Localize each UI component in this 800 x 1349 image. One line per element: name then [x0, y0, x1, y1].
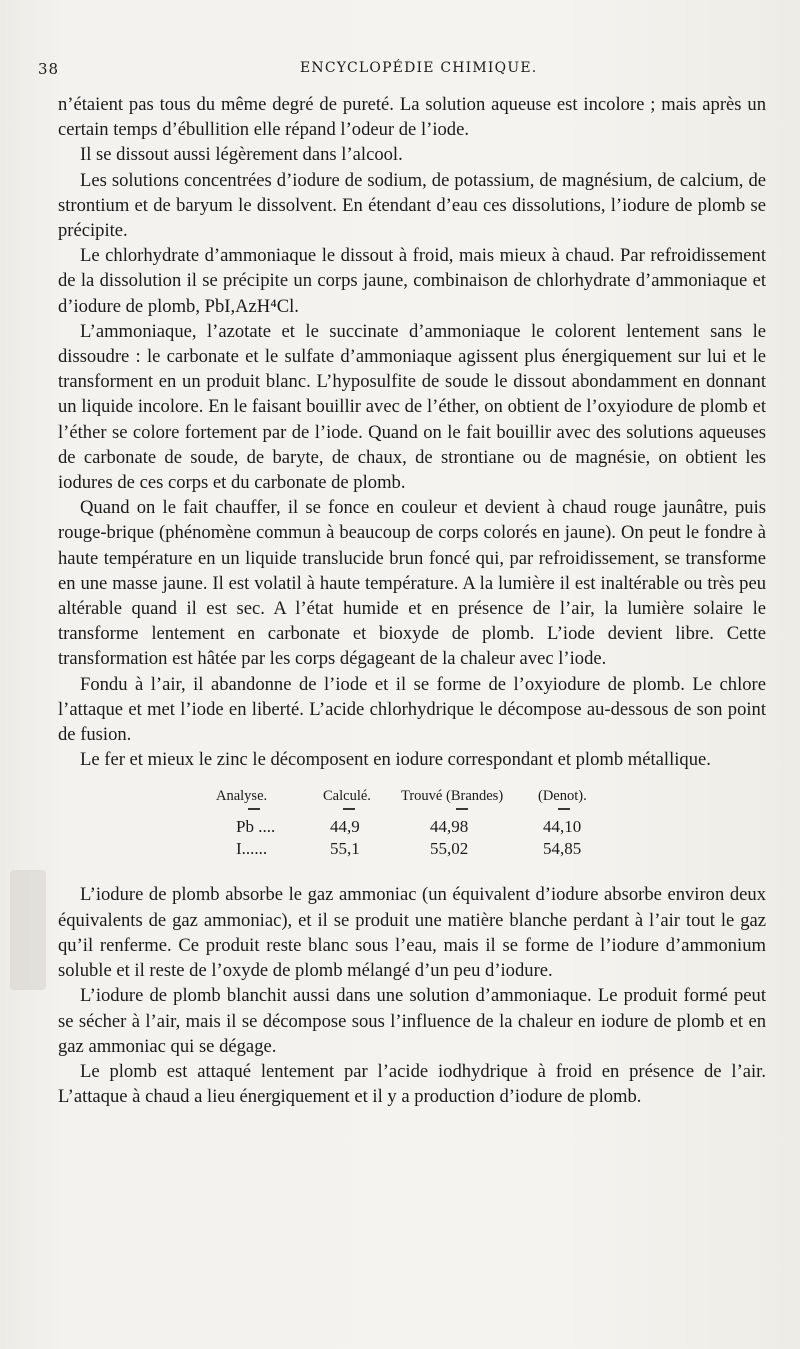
table-row	[58, 838, 766, 860]
table-cell: 44,98	[430, 817, 469, 837]
paragraph: Les solutions concentrées d’iodure de sodium, de potassium, de magnésium, de calcium, de strontium et de baryum le dissolvent. En étendant d’eau ces dissolutions, l’iodure de plomb se précipite.	[58, 169, 766, 242]
table-cell-element: Pb ....	[236, 817, 276, 837]
table-header: (Denot).	[538, 788, 587, 805]
analysis-table	[58, 786, 766, 860]
dash-rule	[248, 808, 260, 810]
dash-rule	[456, 808, 468, 810]
paragraph: Fondu à l’air, il abandonne de l’iode et il se forme de l’oxyiodure de plomb. Le chlore l’attaque et met l’iode en liberté. L’acide chlorhydrique le décompose au-dessous de son point de fusion.	[58, 673, 766, 746]
table-rule-row	[58, 806, 766, 816]
paragraph: L’ammoniaque, l’azotate et le succinate d’ammoniaque le colorent lentement sans le dissoudre : le carbonate et le sulfate d’ammoniaque agissent plus énergiquement sur lui et le transforment en un produit blanc. L’hyposulfite de soude le dissout abondamment en donnant un liquide incolore. En le faisant bouillir avec de l’éther, on obtient de l’oxyiodure de plomb et l’éther se colore fortement par de l’iode. Quand on le fait bouillir avec des solutions aqueuses de carbonate de soude, de baryte, de chaux, de strontiane ou de magnésie, on obtient les iodures de ces corps et du carbonate de plomb.	[58, 320, 766, 494]
paragraph: L’iodure de plomb absorbe le gaz ammoniac (un équivalent d’iodure absorbe environ deux équivalents de gaz ammoniac), et il se produit une matière blanche perdant à l’air tout le gaz qu’il renferme. Ce produit reste blanc sous l’eau, mais il se forme de l’iodure d’ammonium soluble et il reste de l’oxyde de plomb mélangé d’un peu d’iodure.	[58, 884, 766, 982]
page-header	[38, 60, 740, 84]
table-header: Trouvé (Brandes)	[401, 788, 504, 805]
page-body	[58, 92, 766, 1109]
paragraph: Quand on le fait chauffer, il se fonce en couleur et devient à chaud rouge jaunâtre, puis rouge-brique (phénomène commun à beaucoup de corps colorés en jaune). On peut le fondre à haute température en un liquide translucide brun foncé qui, par refroidissement, se transforme en une masse jaune. Il est volatil à haute température. A la lumière il est inaltérable ou très peu altérable quand il est sec. A l’état humide et en présence de l’air, la lumière solaire le transforme lentement en carbonate et bioxyde de plomb. L’iode devient libre. Cette transformation est hâtée par les corps dégageant de la chaleur avec l’iode.	[58, 497, 766, 670]
table-header-row	[58, 786, 766, 806]
paragraph: n’étaient pas tous du même degré de pureté. La solution aqueuse est incolore ; mais après un certain temps d’ébullition elle répand l’odeur de l’iode.	[58, 94, 766, 141]
table-cell-element: I......	[236, 839, 268, 859]
edge-shadow	[10, 870, 46, 990]
table-header: Analyse.	[216, 788, 268, 805]
paragraph: Il se dissout aussi légèrement dans l’alcool.	[80, 144, 403, 166]
table-cell: 44,10	[543, 817, 582, 837]
dash-rule	[558, 808, 570, 810]
dash-rule	[343, 808, 355, 810]
paragraph: Le fer et mieux le zinc le décomposent en iodure correspondant et plomb métallique.	[80, 749, 711, 771]
table-cell: 55,02	[430, 839, 469, 859]
table-cell: 54,85	[543, 839, 582, 859]
paragraph: Le plomb est attaqué lentement par l’acide iodhydrique à froid en présence de l’air. L’attaque à chaud a lieu énergiquement et il y a production d’iodure de plomb.	[58, 1060, 766, 1108]
paragraph: L’iodure de plomb blanchit aussi dans une solution d’ammoniaque. Le produit formé peut se sécher à l’air, mais il se décompose sous l’influence de la chaleur en iodure de plomb et en gaz ammoniac qui se dégage.	[58, 985, 766, 1057]
table-row	[58, 816, 766, 838]
running-head: ENCYCLOPÉDIE CHIMIQUE.	[300, 60, 538, 76]
table-cell: 55,1	[330, 839, 360, 859]
table-cell: 44,9	[330, 817, 360, 837]
paragraph: Le chlorhydrate d’ammoniaque le dissout à froid, mais mieux à chaud. Par refroidissement de la dissolution il se précipite un corps jaune, combinaison de chlorhydrate d’ammoniaque et d’iodure de plomb, PbI,AzH⁴Cl.	[58, 245, 766, 317]
page-number: 38	[38, 60, 60, 78]
table-header: Calculé.	[323, 788, 371, 805]
